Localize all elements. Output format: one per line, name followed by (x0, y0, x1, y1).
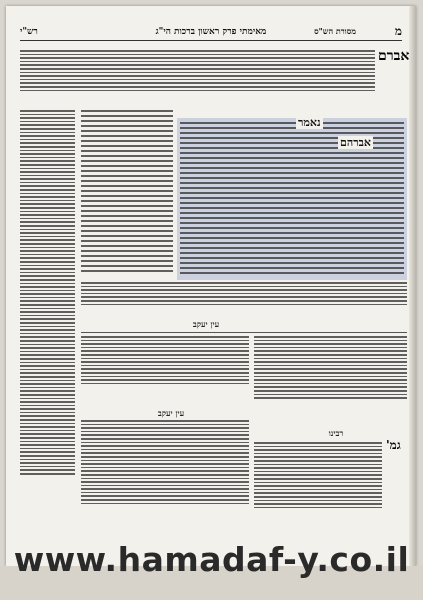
lower-middle-commentary (81, 336, 249, 406)
gemara-headword-1: נאמר (298, 116, 321, 129)
section-heading-2: עין יעקב (157, 408, 185, 418)
rashi-top-text (20, 50, 375, 106)
section-heading-1: עין יעקב (192, 319, 220, 329)
page-header (20, 24, 402, 41)
headword-top: אברם (378, 48, 410, 64)
lower-left-commentary (81, 420, 249, 538)
section-divider (81, 332, 407, 333)
page-title: מאימתי פרק ראשון ברכות הי"ג (155, 27, 267, 37)
site-watermark: www.hamadaf-y.co.il (13, 540, 410, 579)
lower-right-commentary (254, 336, 407, 426)
headword-gem: גמ' (386, 438, 401, 452)
left-margin-column (20, 110, 75, 540)
book-page (6, 6, 416, 566)
tosafot-column (81, 110, 173, 275)
book-spine (409, 6, 416, 566)
middle-commentary (81, 282, 407, 316)
section-heading-3: רבינו (328, 428, 344, 438)
header-mesorah-label: מסורת הש"ס (314, 26, 356, 36)
bottom-right-commentary (254, 442, 382, 538)
page-number: מ (394, 24, 402, 38)
header-left-label: רש"י (20, 27, 38, 37)
gemara-headword-2: אברהם (340, 136, 371, 149)
